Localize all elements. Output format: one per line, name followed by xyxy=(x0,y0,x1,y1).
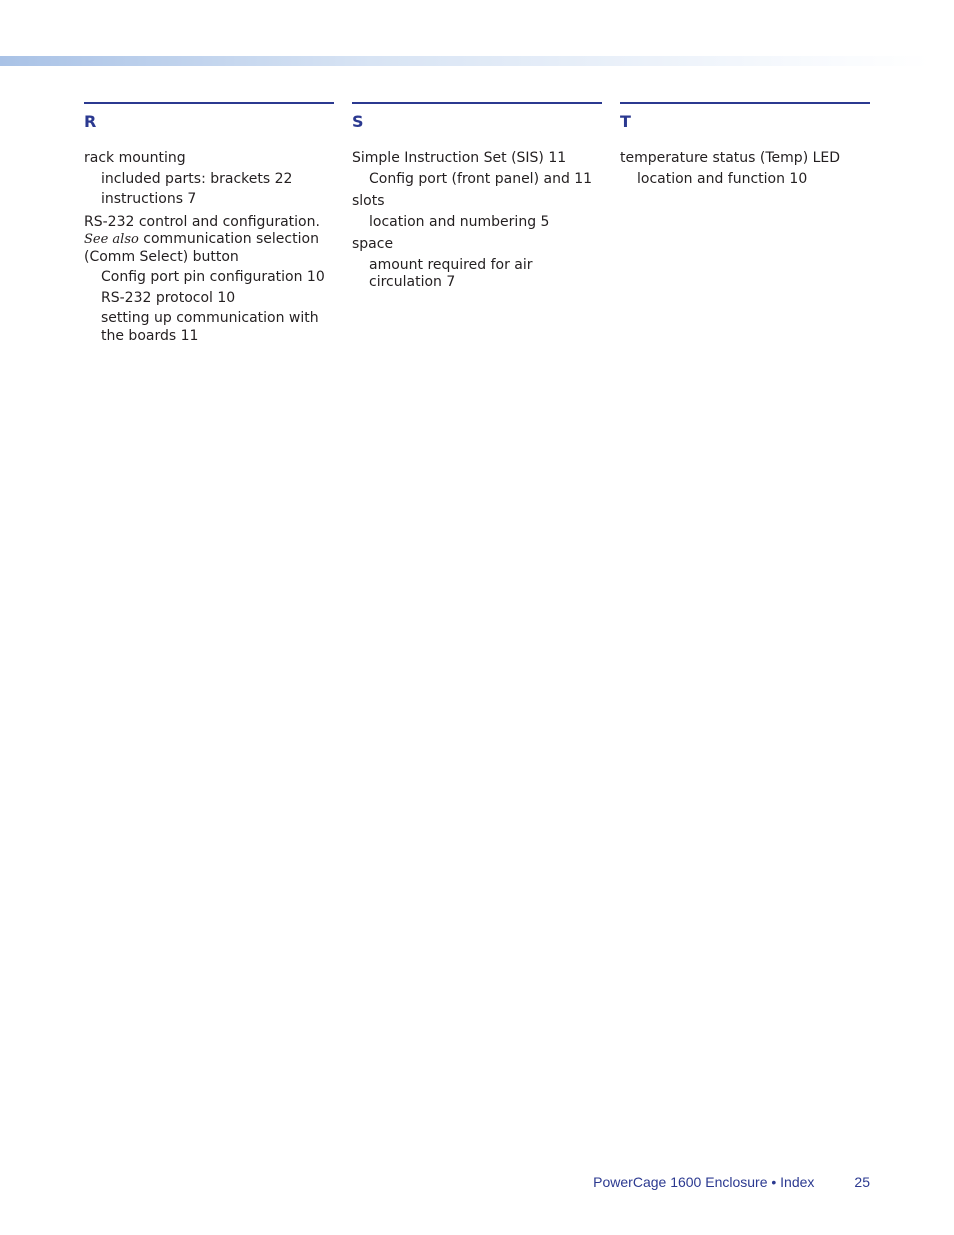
index-column-s xyxy=(352,102,602,292)
index-entry-sub: amount required for air circulation 7 xyxy=(369,256,533,290)
index-entry-main: rack mounting xyxy=(84,150,186,166)
index-entries xyxy=(84,150,334,345)
index-column-r xyxy=(84,102,334,345)
index-entries xyxy=(352,150,602,292)
section-rule xyxy=(84,102,334,104)
footer-title: PowerCage 1600 Enclosure • Index xyxy=(593,1174,815,1190)
see-also-target: communication selection (Comm Select) button xyxy=(84,231,319,265)
page-footer xyxy=(593,1174,870,1190)
page-number: 25 xyxy=(854,1174,870,1190)
index-entry-sub: included parts: brackets 22 xyxy=(101,170,293,187)
section-rule xyxy=(352,102,602,104)
index-entry-sub: Config port (front panel) and 11 xyxy=(369,170,593,187)
see-also-label: See also xyxy=(84,232,139,247)
index-entry-sub: location and function 10 xyxy=(637,170,808,187)
index-entry-sub: location and numbering 5 xyxy=(369,213,550,230)
index-entry-main: Simple Instruction Set (SIS) 11 xyxy=(352,150,567,166)
section-letter: R xyxy=(84,112,97,131)
index-entry-main: slots xyxy=(352,193,385,209)
index-entry-main: temperature status (Temp) LED xyxy=(620,150,841,166)
index-entry-main: space xyxy=(352,236,394,252)
index-entry-sub: instructions 7 xyxy=(101,191,197,207)
index-entries xyxy=(620,150,870,188)
section-rule xyxy=(620,102,870,104)
section-letter: S xyxy=(352,112,364,131)
index-entry-main xyxy=(84,214,334,267)
index-entry-sub: RS-232 protocol 10 xyxy=(101,289,236,306)
index-entry-sub: setting up communication with the boards 11 xyxy=(101,310,319,344)
index-entry-sub: Config port pin configuration 10 xyxy=(101,269,325,285)
index-column-t xyxy=(620,102,870,188)
header-gradient-band xyxy=(0,56,930,66)
section-letter: T xyxy=(620,112,631,131)
entry-text: RS-232 control and configuration. xyxy=(84,213,320,230)
